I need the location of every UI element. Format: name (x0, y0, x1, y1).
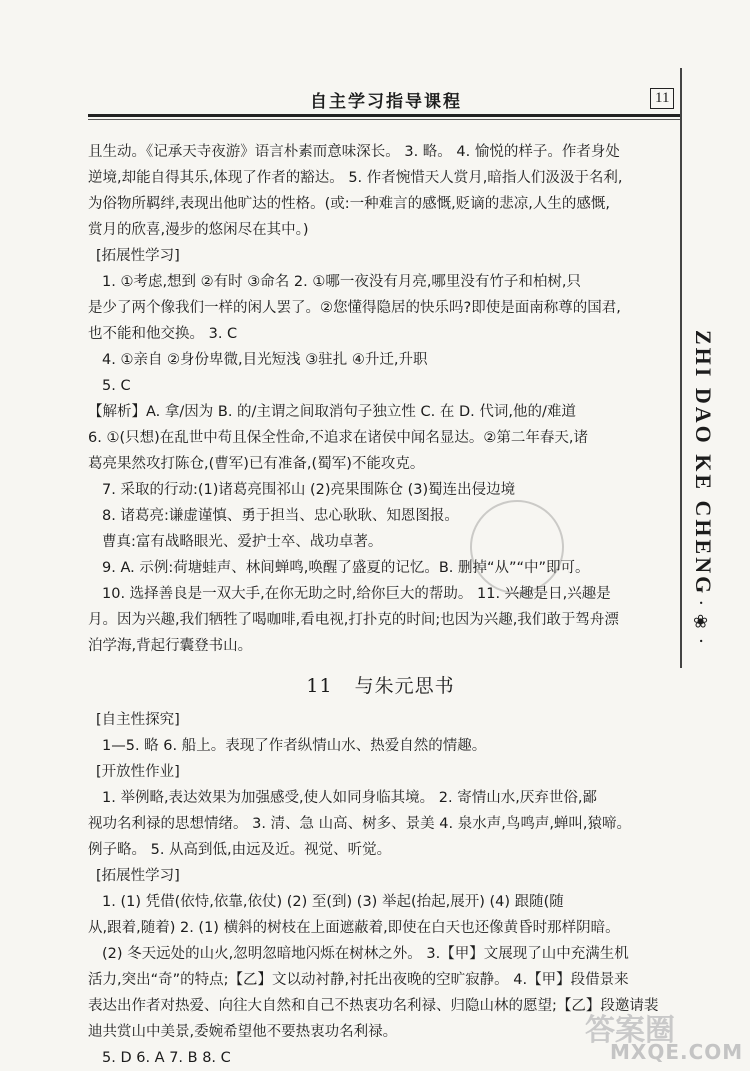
text-line: 4. ①亲自 ②身份卑微,目光短浅 ③驻扎 ④升迁,升职 (102, 352, 428, 368)
lesson-number: 11 (306, 675, 333, 697)
text-line: 赏月的欣喜,漫步的悠闲尽在其中。) (88, 222, 309, 238)
text-line: 10. 选择善良是一双大手,在你无助之时,给你巨大的帮助。 11. 兴趣是日,兴趣是 (102, 586, 611, 602)
lesson-name: 与朱元思书 (354, 675, 455, 697)
text-line: 活力,突出“奇”的特点;【乙】文以动衬静,衬托出夜晚的空旷寂静。 4.【甲】段借景来 (88, 972, 629, 988)
lesson-title (88, 673, 673, 699)
header-rule (88, 114, 682, 117)
section-heading: [拓展性学习] (96, 868, 180, 884)
text-line: 表达出作者对热爱、向往大自然和自己不热衷功名利禄、归隐山林的愿望;【乙】段邀请裴 (88, 998, 659, 1014)
text-line: 8. 诸葛亮:谦虚谨慎、勇于担当、忠心耿耿、知恩图报。 (102, 508, 459, 524)
text-line: 迪共赏山中美景,委婉希望他不要热衷功名利禄。 (88, 1024, 398, 1040)
header-title: 自主学习指导课程 (310, 92, 462, 112)
text-line: 月。因为兴趣,我们牺牲了喝咖啡,看电视,打扑克的时间;也因为兴趣,我们敢于驾舟漂 (88, 612, 619, 628)
section-heading: [开放性作业] (96, 764, 180, 780)
text-line: 例子略。 5. 从高到低,由远及近。视觉、听觉。 (88, 842, 392, 858)
text-line: 为俗物所羁绊,表现出他旷达的性格。(或:一种难言的感慨,贬谪的悲凉,人生的感慨, (88, 196, 610, 212)
text-line: 【解析】A. 拿/因为 B. 的/主谓之间取消句子独立性 C. 在 D. 代词,他的/难道 (88, 404, 576, 420)
section-heading: [自主性探究] (96, 712, 180, 728)
side-ornament: · ❀ · (690, 600, 711, 644)
text-line: 6. ①(只想)在乱世中苟且保全性命,不追求在诸侯中闻名显达。②第二年春天,诸 (88, 430, 588, 446)
text-line: 葛亮果然攻打陈仓,(曹军)已有准备,(蜀军)不能攻克。 (88, 456, 425, 472)
text-line: 7. 采取的行动:(1)诸葛亮围祁山 (2)亮果围陈仓 (3)蜀连出侵边境 (102, 482, 516, 498)
text-line: 9. A. 示例:荷塘蛙声、林间蝉鸣,唤醒了盛夏的记忆。B. 删掉“从”“中”即可。 (102, 560, 590, 576)
text-line: (2) 冬天远处的山火,忽明忽暗地闪烁在树林之外。 3.【甲】文展现了山中充满生机 (102, 946, 629, 962)
watermark-site: MXQE.COM (610, 1040, 744, 1064)
text-line: 视功名利禄的思想情绪。 3. 清、急 山高、树多、景美 4. 泉水声,鸟鸣声,蝉叫,猿啼。 (88, 816, 632, 832)
text-line: 1. ①考虑,想到 ②有时 ③命名 2. ①哪一夜没有月亮,哪里没有竹子和柏树,只 (102, 274, 582, 290)
text-line: 1—5. 略 6. 船上。表现了作者纵情山水、热爱自然的情趣。 (102, 738, 487, 754)
text-line: 从,跟着,随着) 2. (1) 横斜的树枝在上面遮蔽着,即使在白天也还像黄昏时那样阴暗。 (88, 920, 620, 936)
page-content (88, 139, 673, 1071)
text-line: 是少了两个像我们一样的闲人罢了。②您懂得隐居的快乐吗?即使是面南称尊的国君, (88, 300, 621, 316)
watermark-logo: 答案圈 (585, 1013, 675, 1048)
text-line: 泊学海,背起行囊登书山。 (88, 638, 253, 654)
side-rule (680, 68, 682, 668)
header-rule-thin (88, 119, 682, 120)
section-heading: [拓展性学习] (96, 248, 180, 264)
page-number: 11 (650, 88, 674, 109)
text-line: 逆境,却能自得其乐,体现了作者的豁达。 5. 作者惋惜天人赏月,暗指人们汲汲于名利, (88, 170, 623, 186)
text-line: 1. 举例略,表达效果为加强感受,使人如同身临其境。 2. 寄情山水,厌弃世俗,鄙 (102, 790, 597, 806)
text-line: 也不能和他交换。 3. C (88, 326, 238, 342)
text-line: 5. D 6. A 7. B 8. C (102, 1050, 231, 1066)
text-line: 且生动。《记承天寺夜游》语言朴素而意味深长。 3. 略。 4. 愉悦的样子。作者身处 (88, 144, 620, 160)
side-vertical-title: ZHI DAO KE CHENG (691, 330, 716, 597)
text-line: 5. C (102, 378, 131, 394)
page-header (88, 84, 682, 114)
text-line: 1. (1) 凭借(依恃,依靠,依仗) (2) 至(到) (3) 举起(抬起,展开) (4) 跟随(随 (102, 894, 564, 910)
text-line: 曹真:富有战略眼光、爱护士卒、战功卓著。 (102, 534, 383, 550)
